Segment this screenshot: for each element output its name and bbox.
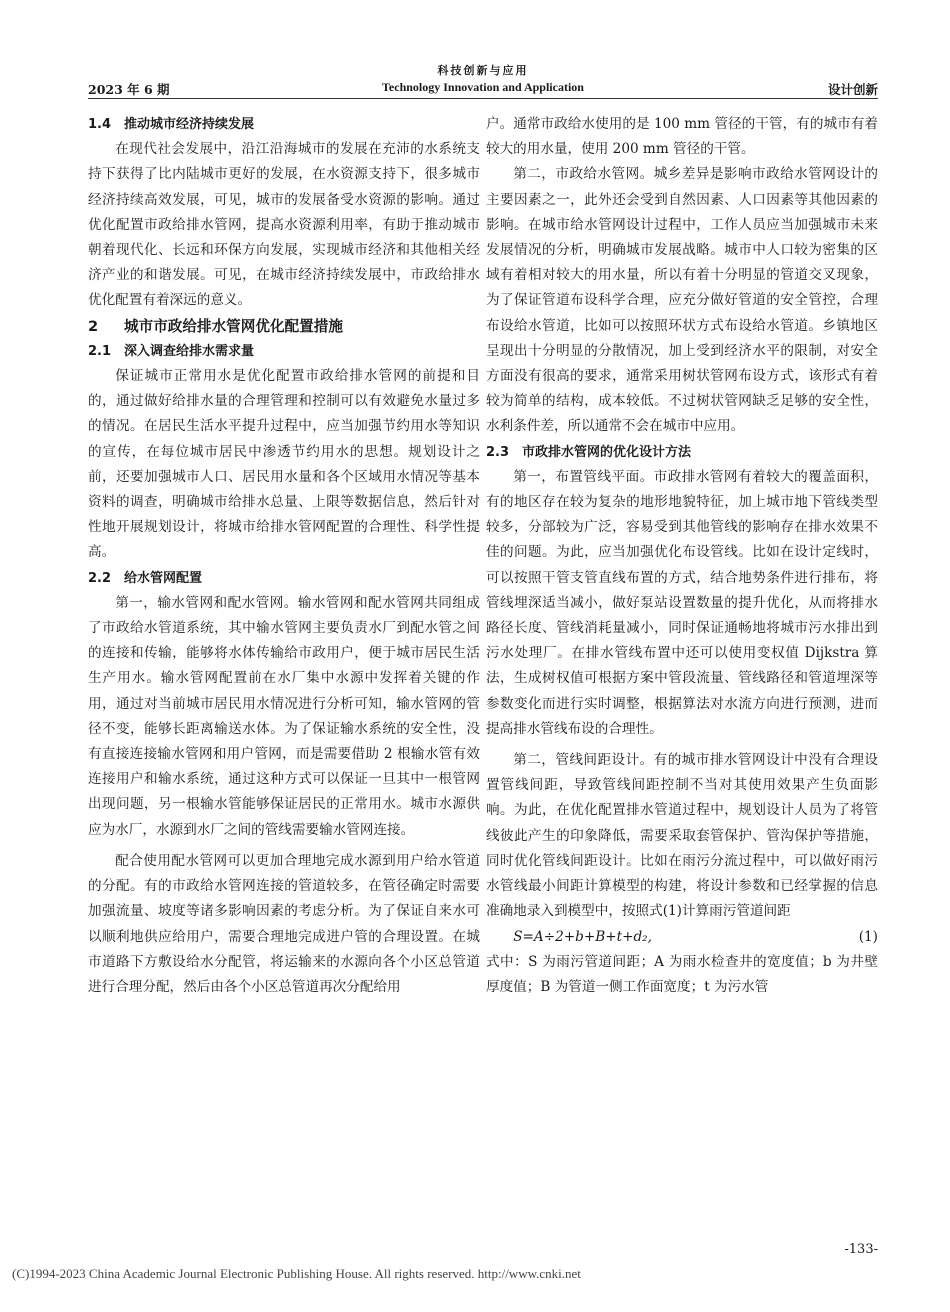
copyright-notice: (C)1994-2023 China Academic Journal Electronic Publishing House. All rights reserved. http://www.cnki.net: [12, 1266, 581, 1281]
section-heading-2-2: 2.2 给水管网配置: [88, 570, 203, 586]
column-name: 设计创新: [827, 82, 878, 97]
equation-number: (1): [858, 928, 878, 945]
paragraph: 第二，管线间距设计。有的城市排水管网设计中没有合理设置管线间距，导致管线间距控制不当对其使用效果产生负面影响。为此，在优化配置排水管道过程中，规划设计人员为了将管线彼此产生的印象降低，需要采取套管保护、管沟保护等措施，同时优化管线间距设计。比如在雨污分流过程中，可以做好雨污水管线最小间距计算模型的构建，将设计参数和已经掌握的信息准确地录入到模型中，按照式(1)计算雨污管道间距: [486, 752, 878, 920]
equation-1: S=A÷2+b+B+t+d₂, (1): [486, 925, 878, 950]
paragraph: 配合使用配水管网可以更加合理地完成水源到用户给水管道的分配。有的市政给水管网连接的管道较多，在管径确定时需要加强流量、坡度等诸多影响因素的考虑分析。为了保证自来水可以顺利地供应给用户，需要合理地完成进户管的合理设置。在城市道路下方敷设给水分配管，将运输来的水源向各个小区总管道进行合理分配，然后由各个小区总管道再次分配给用: [88, 852, 480, 995]
section-heading-2-3: 2.3 市政排水管网的优化设计方法: [486, 444, 692, 460]
page-header: [88, 60, 878, 98]
page-number: -133-: [844, 1242, 878, 1257]
paragraph: 在现代社会发展中，沿江沿海城市的发展在充沛的水系统支持下获得了比内陆城市更好的发展，在水资源支持下，很多城市经济持续高效发展，可见，城市的发展备受水资源的影响。通过优化配置市政给排水管网，提高水资源利用率，有助于推动城市朝着现代化、长远和环保方向发展，实现城市经济和其他相关经济产业的和谐发展。可见，在城市经济持续发展中，市政给排水优化配置有着深远的意义。: [88, 141, 480, 309]
paragraph: 第一，输水管网和配水管网。输水管网和配水管网共同组成了市政给水管道系统，其中输水管网主要负责水厂到配水管之间的连接和传输，能够将水体传输给市政用户，便于城市居民生活生产用水。输水管网配置前在水厂集中水源中发挥着关键的作用，通过对当前城市居民用水情况进行分析可知，输水管网的管径不变，能够长距离输送水体。为了保证输水系统的安全性，没有直接连接输水管网和用户管网，而是需要借助 2 根输水管有效连接用户和输水系统，通过这种方式可以保证一旦其中一根管网出现问题，另一根输水管能够保证居民的正常用水。城市水源供应为水厂，水源到水厂之间的管线需要输水管网连接。: [88, 594, 480, 838]
issue-date: 2023 年 6 期: [88, 82, 170, 97]
right-column: [486, 112, 878, 1000]
paragraph: 户。通常市政给水使用的是 100 mm 管径的干管，有的城市有着较大的用水量，使用 200 mm 管径的干管。: [486, 116, 878, 158]
paragraph: 式中：S 为雨污管道间距；A 为雨水检查井的宽度值；b 为井壁厚度值；B 为管道一侧工作面宽度；t 为污水管: [486, 953, 878, 995]
section-heading-2-1: 2.1 深入调查给排水需求量: [88, 343, 255, 359]
section-heading-2: 2 城市市政给排水管网优化配置措施: [88, 317, 343, 335]
paragraph: 第二，市政给水管网。城乡差异是影响市政给水管网设计的主要因素之一，此外还会受到自然因素、人口因素等其他因素的影响。在城市给水管网设计过程中，工作人员应当加强城市未来发展情况的分析，明确城市发展战略。城市中人口较为密集的区域有着相对较大的用水量，所以有着十分明显的管道交叉现象，为了保证管道布设科学合理，应充分做好管道的安全管控，合理布设给水管道，比如可以按照环状方式布设给水管道。乡镇地区呈现出十分明显的分散情况，加上受到经济水平的限制，对安全方面没有很高的要求，通常采用树状管网布设方式，该形式有着较为简单的结构，成本较低。不过树状管网缺乏足够的安全性，水利条件差，所以通常不会在城市中应用。: [486, 166, 878, 435]
journal-name-en: Technology Innovation and Application: [382, 80, 584, 94]
paragraph: 第一，布置管线平面。市政排水管网有着较大的覆盖面积，有的地区存在较为复杂的地形地貌特征，加上城市地下管线类型较多，分部较为广泛，容易受到其他管线的影响存在排水效果不佳的问题。为此，应当加强优化布设管线。比如在设计定线时，可以按照干管支管直线布置的方式，结合地势条件进行排布，将管线埋深适当减小，做好泵站设置数量的提升优化，从而将排水路径长度、管线消耗量减小，同时保证通畅地将城市污水排出到污水处理厂。在排水管线布置中还可以使用变权值 Dijkstra 算法，生成树权值可根据方案中管段流量、管线路径和管道埋深等参数变化而进行实时调整，根据算法对水流方向进行预测，进而提高排水管线布设的合理性。: [486, 468, 878, 737]
left-column: [88, 112, 480, 1000]
section-heading-1-4: 1.4 推动城市经济持续发展: [88, 117, 255, 132]
journal-name-cn: 科技创新与应用: [437, 64, 529, 77]
paragraph: 保证城市正常用水是优化配置市政给排水管网的前提和目的，通过做好给排水量的合理管理和控制可以有效避免水量过多的情况。在居民生活水平提升过程中，应当加强节约用水等知识的宣传，在每位城市居民中渗透节约用水的思想。规划设计之前，还要加强城市人口、居民用水量和各个区域用水情况等基本资料的调查，明确城市给排水总量、上限等数据信息，然后针对性地开展规划设计，将城市给排水管网配置的合理性、科学性提高。: [88, 368, 480, 561]
header-rule: [88, 98, 878, 99]
